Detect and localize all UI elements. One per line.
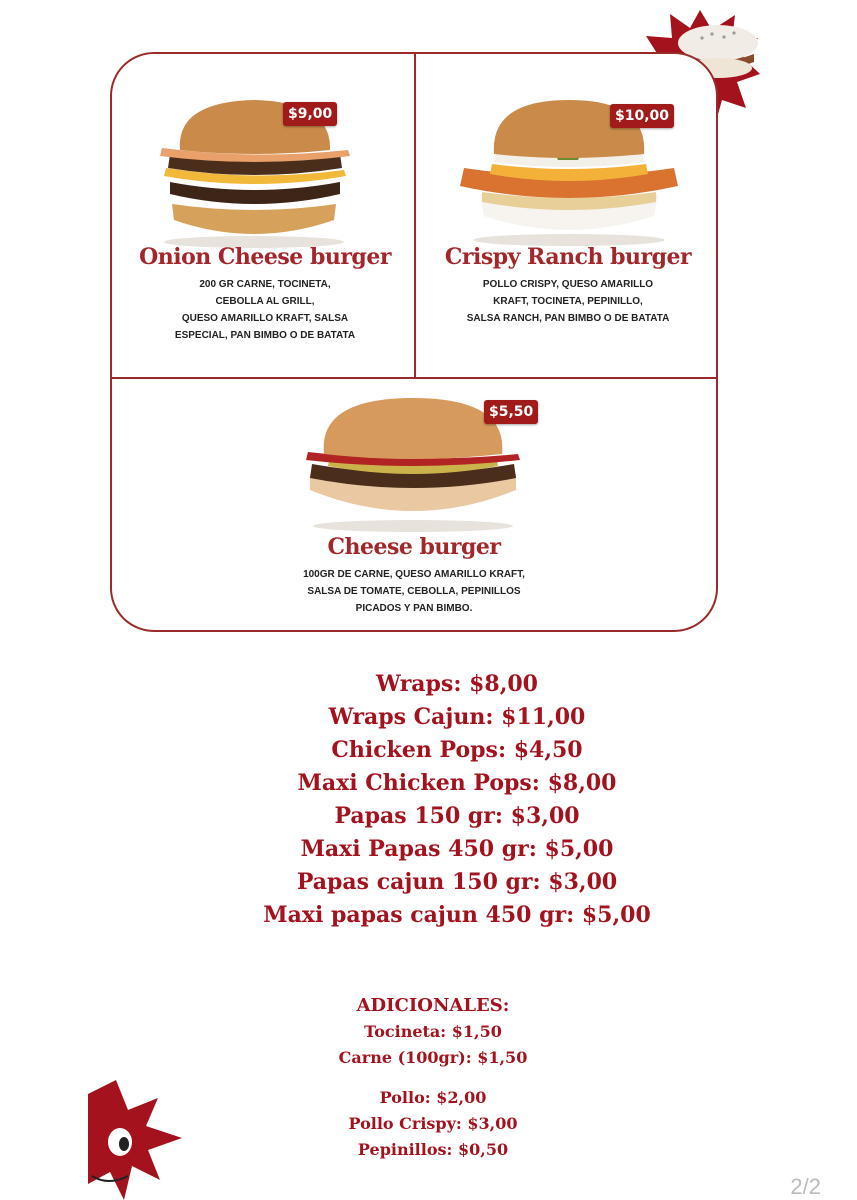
list-item: Wraps: $8,00 — [375, 671, 538, 697]
list-item: Wraps Cajun: $11,00 — [328, 704, 586, 730]
price-badge-onion-cheese: $9,00 — [283, 102, 337, 126]
extras-item: Pollo Crispy: $3,00 — [348, 1114, 518, 1133]
list-item: Chicken Pops: $4,50 — [331, 737, 583, 763]
price-badge-crispy-ranch: $10,00 — [610, 104, 674, 128]
desc-crispy-ranch-burger: POLLO CRISPY, QUESO AMARILLO KRAFT, TOCINETA, PEPINILLO, SALSA RANCH, PAN BIMBO O DE BATATA — [466, 279, 670, 324]
desc-cheese-burger: 100GR DE CARNE, QUESO AMARILLO KRAFT, SALSA DE TOMATE, CEBOLLA, PEPINILLOS PICADOS Y PAN BIMBO. — [303, 569, 525, 614]
list-item: Papas cajun 150 gr: $3,00 — [296, 869, 618, 895]
desc-onion-cheese-burger: 200 GR CARNE, TOCINETA, CEBOLLA AL GRILL, QUESO AMARILLO KRAFT, SALSA ESPECIAL, PAN BIMBO O DE BATATA — [174, 279, 356, 341]
list-item: Maxi Papas 450 gr: $5,00 — [300, 836, 614, 862]
extras-section — [0, 993, 857, 1071]
extras-item: Pollo: $2,00 — [379, 1088, 487, 1107]
mascot-sticker-icon — [88, 1080, 183, 1200]
title-cheese-burger: Cheese burger — [327, 534, 501, 560]
divider-horizontal — [112, 377, 716, 379]
list-item: Maxi papas cajun 450 gr: $5,00 — [263, 902, 651, 928]
extras-item: Tocineta: $1,50 — [364, 1022, 502, 1041]
list-item: Papas 150 gr: $3,00 — [334, 803, 580, 829]
list-item: Maxi Chicken Pops: $8,00 — [297, 770, 617, 796]
page-indicator: 2/2 — [790, 1174, 821, 1199]
title-onion-cheese-burger: Onion Cheese burger — [139, 244, 391, 270]
title-crispy-ranch-burger: Crispy Ranch burger — [444, 244, 692, 270]
extras-item: Pepinillos: $0,50 — [357, 1140, 509, 1159]
price-list — [0, 668, 857, 932]
extras-item: Carne (100gr): $1,50 — [338, 1048, 528, 1067]
burger-menu-frame — [110, 52, 718, 632]
price-badge-cheese: $5,50 — [484, 400, 538, 424]
divider-vertical — [414, 54, 416, 378]
extras-title: ADICIONALES: — [356, 995, 510, 1016]
